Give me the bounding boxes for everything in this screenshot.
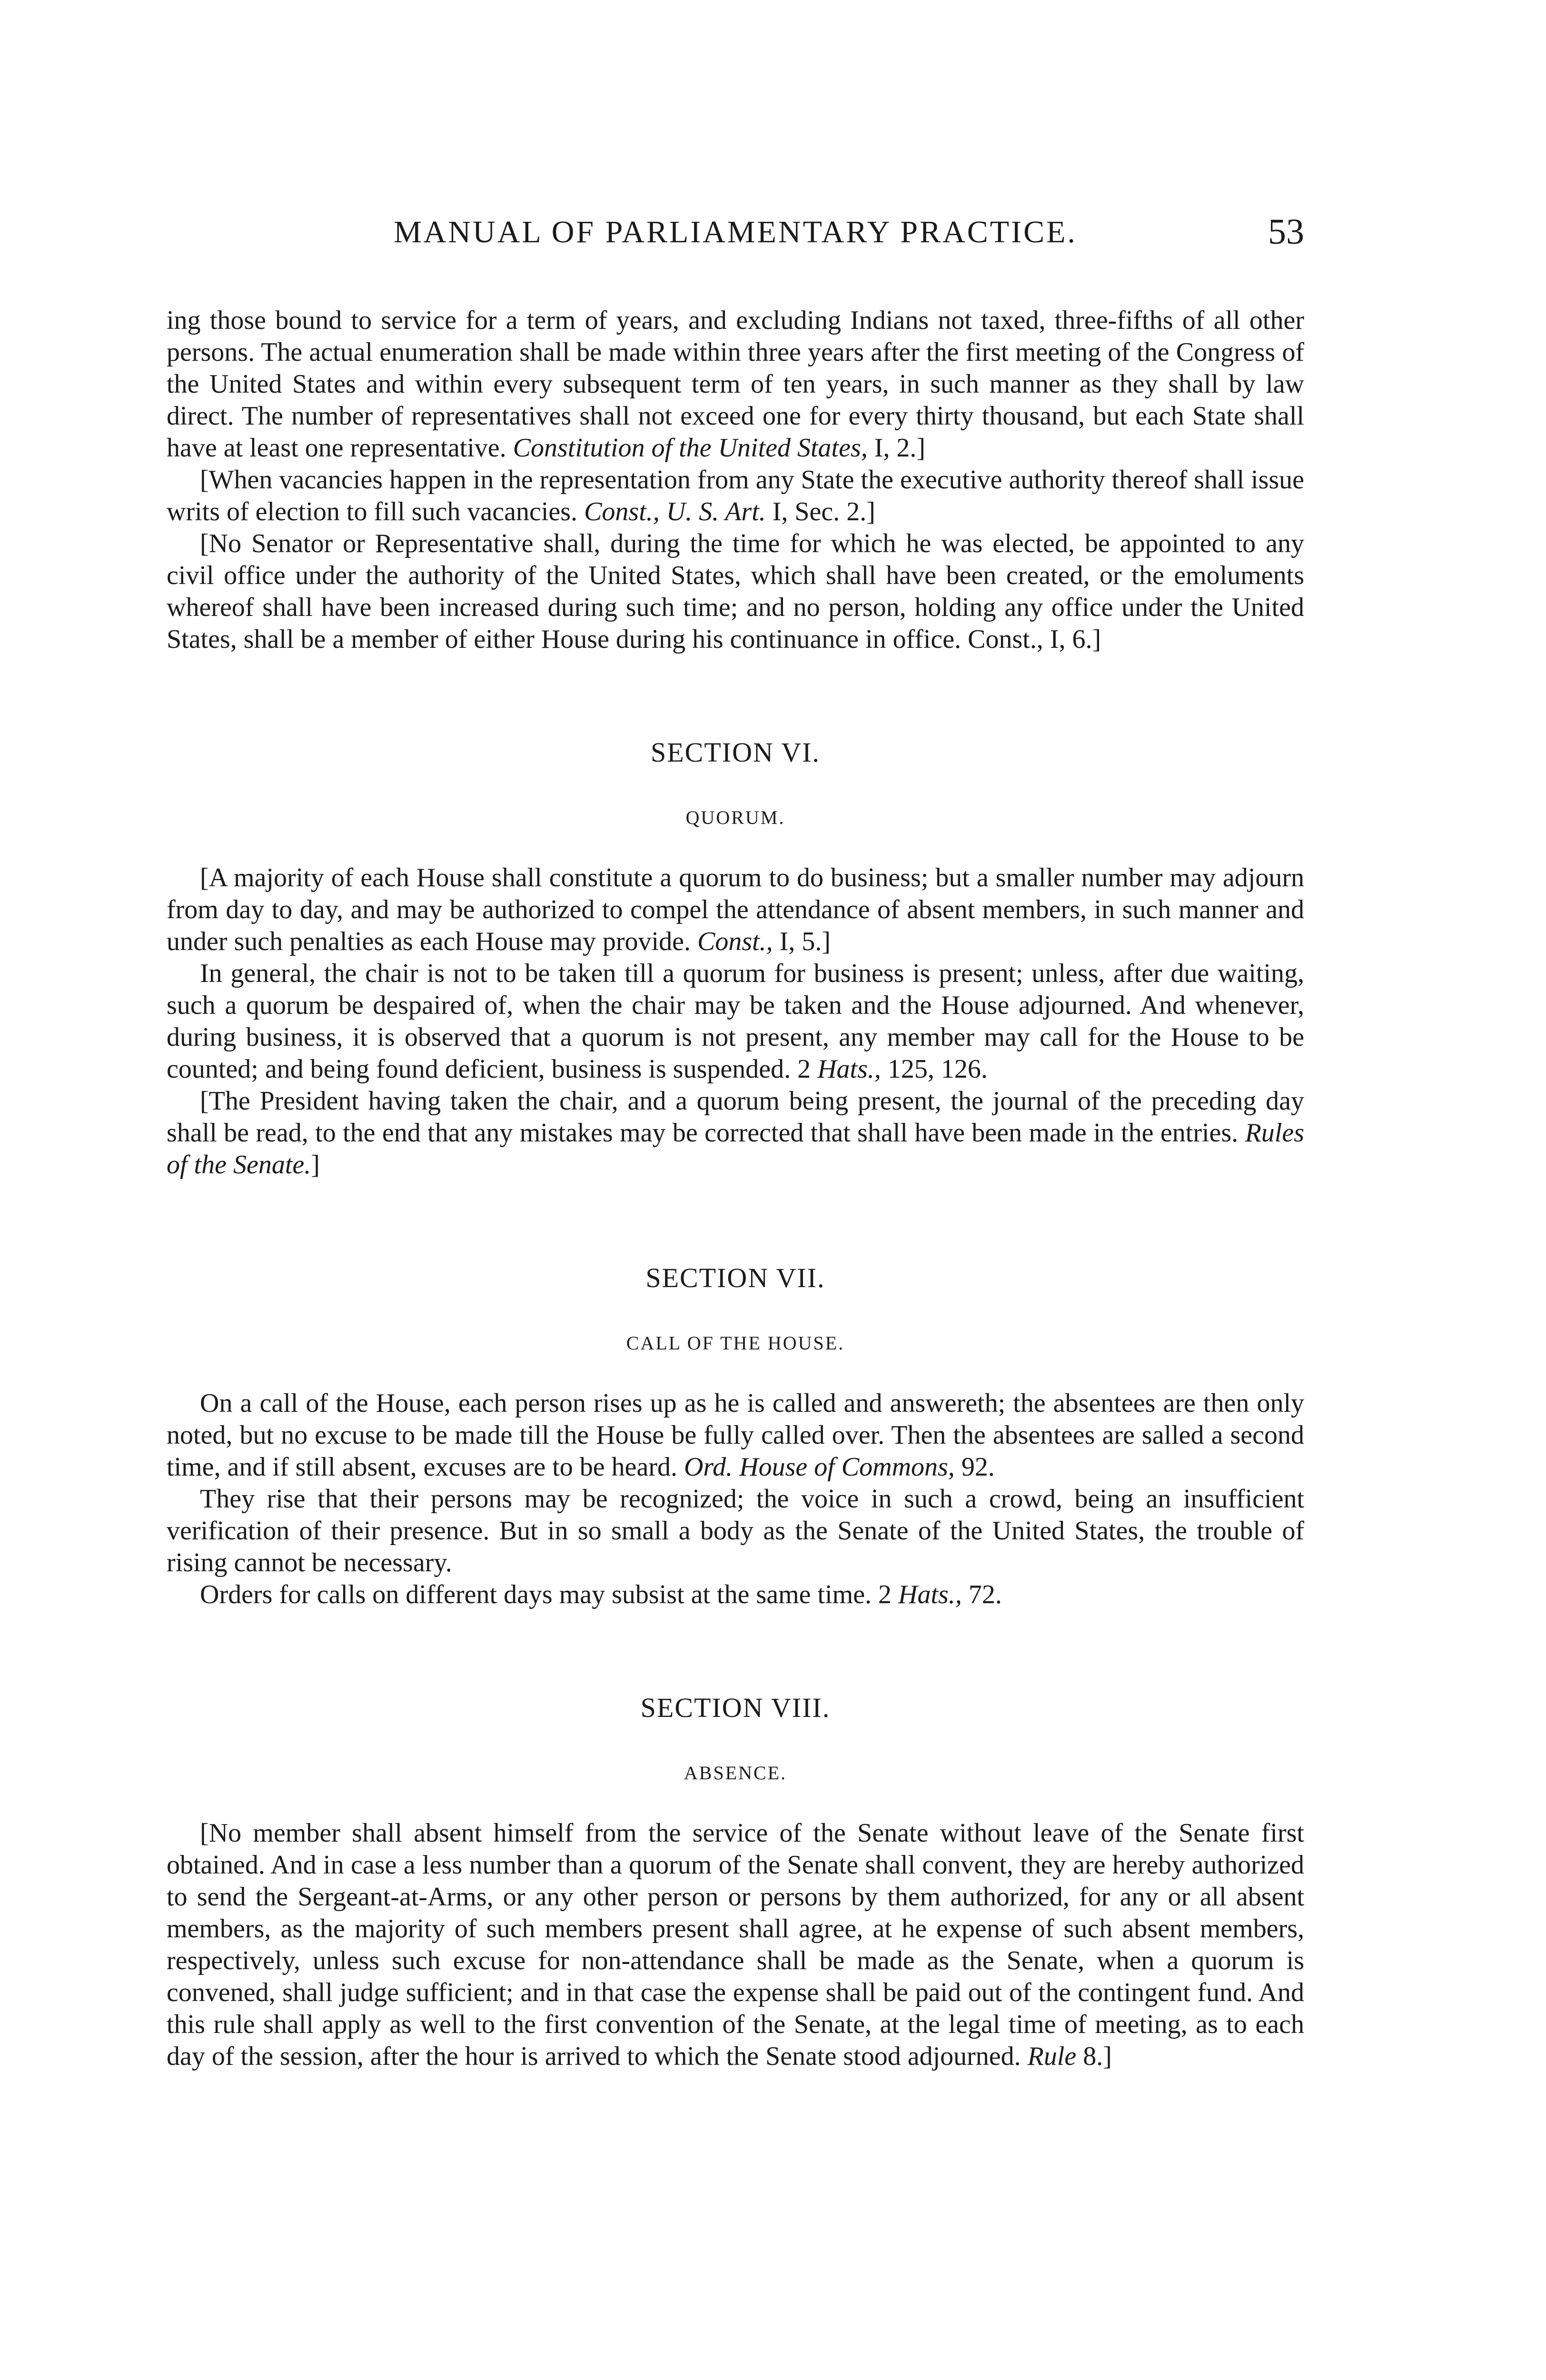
section-7-paragraph-3: Orders for calls on different days may subsist at the same time. 2 Hats., 72. [200, 1580, 1002, 1609]
section-8-heading: SECTION VIII. [640, 1692, 831, 1723]
page-number: 53 [1268, 212, 1304, 252]
section-7-paragraph-2: They rise that their persons may be recognized; the voice in such a crowd, being an insufficient verification of their presence. But in so small a body as the Senate of the United States, the trouble of rising cannot be necessary. [167, 1484, 1304, 1577]
section-6-subheading: QUORUM. [685, 807, 785, 828]
citation: Const., U. S. Art. [584, 497, 766, 526]
section-6-heading: SECTION VI. [650, 737, 821, 768]
intro-paragraph-3: [No Senator or Representative shall, during the time for which he was elected, be appointed to any civil office under the authority of the United States, which shall have been created, or the emoluments whereof shall have been increased during such time; and no person, holding any office under the United States, shall be a member of either House during his continuance in office. Const., I, 6.] [167, 529, 1304, 654]
section-7-heading: SECTION VII. [645, 1262, 825, 1293]
citation: Hats., [898, 1580, 962, 1609]
section-8-subheading: ABSENCE. [684, 1762, 787, 1784]
section-8-paragraph-1: [No member shall absent himself from the service of the Senate without leave of the Senate first obtained. And in case a less number than a quorum of the Senate shall convent, they are hereby authorized to send the Sergeant-at-Arms, or any other person or persons by them authorized, for any or all absent members, as the majority of such members present shall agree, at he expense of such absent members, respectively, unless such excuse for non-attendance shall be made as the Senate, when a quorum is convened, shall judge sufficient; and in that case the expense shall be paid out of the contingent fund. And this rule shall apply as well to the first convention of the Senate, at the legal time of meeting, as to each day of the session, after the hour is arrived to which the Senate stood adjourned. Rule 8.] [167, 1818, 1304, 2071]
citation: Const., [697, 927, 773, 956]
citation: Ord. House of Commons, [684, 1452, 955, 1482]
intro-paragraph-2: [When vacancies happen in the representation from any State the executive authority thereof shall issue writs of election to fill such vacancies. Const., U. S. Art. I, Sec. 2.] [167, 465, 1305, 526]
citation: Rule [1027, 2042, 1077, 2071]
page-header [167, 200, 1304, 257]
section-7-paragraph-1: On a call of the House, each person rises up as he is called and answereth; the absentees are then only noted, but no excuse to be made till the House be fully called over. Then the absentees are salled a second time, and if still absent, excuses are to be heard. Ord. House of Commons, 92. [167, 1388, 1304, 1482]
citation: Constitution of the United States, [513, 433, 868, 463]
citation: Rules of the Senate. [167, 1118, 1305, 1180]
section-6-paragraph-3: [The President having taken the chair, and a quorum being present, the journal of the preceding day shall be read, to the end that any mistakes may be corrected that shall have been made in the entries. Rules of the Senate.] [167, 1086, 1305, 1180]
running-title: MANUAL OF PARLIAMENTARY PRACTICE. [394, 215, 1077, 249]
intro-paragraph-1: ing those bound to service for a term of years, and excluding Indians not taxed, three-fifths of all other persons. The actual enumeration shall be made within three years after the first meeting of the Congress of the United States and within every subsequent term of ten years, in such manner as they shall by law direct. The number of representatives shall not exceed one for every thirty thousand, but each State shall have at least one representative. Constitution of the United States, I, 2.] [167, 306, 1304, 463]
section-7-subheading: CALL OF THE HOUSE. [626, 1332, 845, 1354]
section-6-paragraph-2: In general, the chair is not to be taken till a quorum for business is present; unless, after due waiting, such a quorum be despaired of, when the chair may be taken and the House adjourned. And whenever, during business, it is observed that a quorum is not present, any member may call for the House to be counted; and being found deficient, business is suspended. 2 Hats., 125, 126. [167, 959, 1304, 1084]
section-6-paragraph-1: [A majority of each House shall constitute a quorum to do business; but a smaller number may adjourn from day to day, and may be authorized to compel the attendance of absent members, in such manner and under such penalties as each House may provide. Const., I, 5.] [167, 863, 1304, 956]
document-page [167, 200, 1304, 2073]
citation: Hats., [817, 1054, 881, 1084]
